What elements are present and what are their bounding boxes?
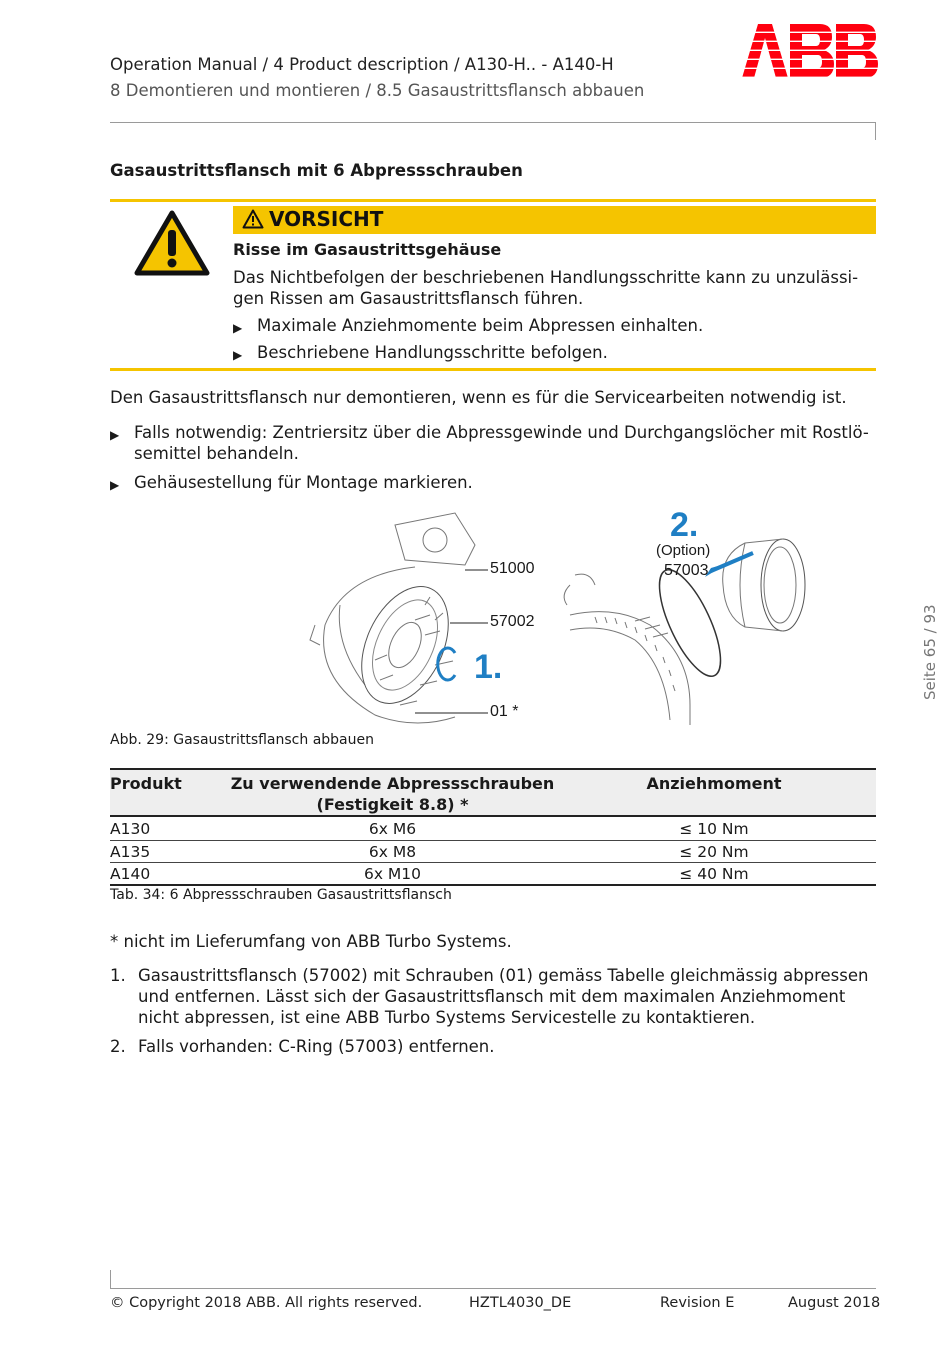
label-cring: 57003 xyxy=(664,562,709,579)
footer-divider-tick xyxy=(110,1270,111,1288)
footer-date: August 2018 xyxy=(788,1295,881,1311)
table-header-screws: Zu verwendende Abpressschrauben (Festigkeit 8.8) * xyxy=(230,774,555,814)
footnote: * nicht im Lieferumfang von ABB Turbo Systems. xyxy=(110,932,512,951)
table-top-rule xyxy=(110,768,876,770)
warning-label-text: VORSICHT xyxy=(269,207,384,231)
bullet-arrow-icon: ▶ xyxy=(110,428,120,442)
bullet-arrow-icon: ▶ xyxy=(233,321,243,335)
page-number: Seite 65 / 93 xyxy=(921,604,939,700)
label-option: (Option) xyxy=(656,542,711,559)
header-divider xyxy=(110,122,876,123)
intro-paragraph: Den Gasaustrittsflansch nur demontieren, wenn es für die Servicearbeiten notwendig ist. xyxy=(110,388,847,407)
step-text: Gasaustrittsflansch (57002) mit Schrauben (01) gemäss Tabelle gleichmässig abpressen und entfernen. Lässt sich der Gasaustrittsflansch mit dem maximalen Anziehmoment nicht abpressen, ist eine ABB Turbo Systems Servicestelle zu kontaktieren. xyxy=(138,966,869,1027)
table-cell-torque: ≤ 40 Nm xyxy=(679,865,749,883)
table-header-torque: Anziehmoment xyxy=(646,774,782,793)
table-row-rule xyxy=(110,862,876,863)
header-divider-tick xyxy=(875,122,876,140)
prestep-text: Falls notwendig: Zentriersitz über die Abpressgewinde und Durchgangslöcher mit Rostlö- semittel behandeln. xyxy=(134,423,869,463)
warning-text-line: Das Nichtbefolgen der beschriebenen Handlungsschritte kann zu unzulässi- gen Rissen am Gasaustrittsflansch führen. xyxy=(233,268,859,308)
label-screws: 01 * xyxy=(490,703,519,720)
warning-text xyxy=(233,267,868,309)
warning-small-icon xyxy=(242,209,264,229)
header-breadcrumb: Operation Manual / 4 Product description / A130-H.. - A140-H xyxy=(110,55,614,74)
prestep-text: Gehäusestellung für Montage markieren. xyxy=(134,473,473,492)
warning-triangle-icon xyxy=(134,210,210,276)
bullet-arrow-icon: ▶ xyxy=(110,478,120,492)
label-step1: 1. xyxy=(474,648,503,686)
warning-label xyxy=(242,207,383,231)
pull-arrow-icon xyxy=(711,553,753,571)
table-cell-screws: 6x M6 xyxy=(368,820,417,838)
flange-removal-figure xyxy=(305,505,825,730)
label-housing: 51000 xyxy=(490,560,535,577)
step-number: 1. xyxy=(110,966,126,985)
abb-logo xyxy=(742,24,878,78)
label-flange: 57002 xyxy=(490,613,535,630)
warning-bullet xyxy=(233,315,873,336)
header-section: 8 Demontieren und montieren / 8.5 Gasaustrittsflansch abbauen xyxy=(110,81,645,100)
table-header-product: Produkt xyxy=(110,774,182,793)
footer-revision: Revision E xyxy=(660,1295,735,1311)
prestep-bullet xyxy=(110,472,876,493)
table-cell-product: A130 xyxy=(110,820,151,838)
warning-bottom-border xyxy=(110,368,876,371)
table-cell-product: A135 xyxy=(110,843,151,861)
table-cell-torque: ≤ 20 Nm xyxy=(679,843,749,861)
footer-copyright: © Copyright 2018 ABB. All rights reserved. xyxy=(110,1295,423,1311)
step-number: 2. xyxy=(110,1037,126,1056)
table-cell-product: A140 xyxy=(110,865,151,883)
table-cell-screws: 6x M8 xyxy=(368,843,417,861)
step-text: Falls vorhanden: C-Ring (57003) entfernen. xyxy=(138,1037,495,1056)
warning-bullet-text: Maximale Anziehmomente beim Abpressen einhalten. xyxy=(257,316,704,335)
figure-caption: Abb. 29: Gasaustrittsflansch abbauen xyxy=(110,732,374,748)
section-title: Gasaustrittsflansch mit 6 Abpressschrauben xyxy=(110,161,523,180)
warning-bullet-text: Beschriebene Handlungsschritte befolgen. xyxy=(257,343,608,362)
warning-top-border xyxy=(110,199,876,202)
table-header-rule xyxy=(110,815,876,817)
bullet-arrow-icon: ▶ xyxy=(233,348,243,362)
table-cell-screws: 6x M10 xyxy=(363,865,422,883)
prestep-bullet xyxy=(110,422,876,464)
table-bottom-rule xyxy=(110,884,876,886)
table-cell-torque: ≤ 10 Nm xyxy=(679,820,749,838)
table-caption: Tab. 34: 6 Abpressschrauben Gasaustrittsflansch xyxy=(110,887,452,903)
footer-divider xyxy=(110,1288,876,1289)
footer-doc-id: HZTL4030_DE xyxy=(469,1295,572,1311)
table-row-rule xyxy=(110,840,876,841)
label-step2: 2. xyxy=(670,506,699,544)
warning-bullet xyxy=(233,342,873,363)
warning-subtitle: Risse im Gasaustrittsgehäuse xyxy=(233,240,502,259)
